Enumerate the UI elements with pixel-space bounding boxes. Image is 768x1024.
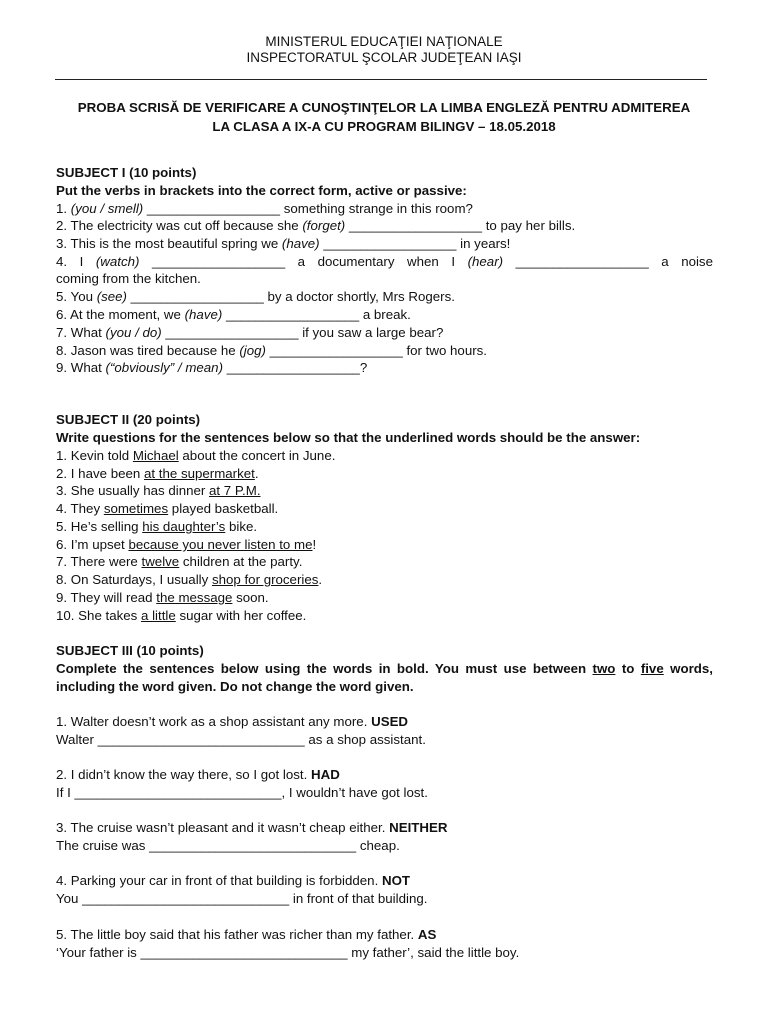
s2-item-6: 6. I’m upset because you never listen to me! [56,537,317,552]
s2-item-8: 8. On Saturdays, I usually shop for groceries. [56,572,323,587]
keyword: HAD [311,767,340,782]
exam-title-line2: LA CLASA A IX-A CU PROGRAM BILINGV – 18.05.2018 [212,119,556,134]
s2-item-4: 4. They sometimes played basketball. [56,501,279,516]
s2-item-7: 7. There were twelve children at the party. [56,554,303,569]
s2-item-9: 9. They will read the message soon. [56,590,269,605]
s3-item-2: 2. I didn’t know the way there, so I got lost. HAD [56,767,340,782]
inspectorate-name: INSPECTORATUL ŞCOLAR JUDEŢEAN IAŞI [246,50,522,65]
s2-item-10: 10. She takes a little sugar with her coffee. [56,608,307,623]
s3-item-1-answer: Walter ____________________________ as a shop assistant. [56,732,426,747]
keyword: USED [371,714,409,729]
s3-item-5-answer: ‘Your father is ____________________________ my father’, said the little boy. [56,945,520,960]
header-divider [55,79,707,80]
exam-title-line1: PROBA SCRISĂ DE VERIFICARE A CUNOŞTINŢELOR LA LIMBA ENGLEZĂ PENTRU ADMITEREA [77,100,691,115]
s2-item-2: 2. I have been at the supermarket. [56,466,259,481]
s1-item-5: 5. You (see) __________________ by a doctor shortly, Mrs Rogers. [56,289,455,304]
subject-1-instruction: Put the verbs in brackets into the correct form, active or passive: [56,183,467,198]
s1-item-6: 6. At the moment, we (have) __________________ a break. [56,307,411,322]
s3-item-1: 1. Walter doesn’t work as a shop assistant any more. USED [56,714,409,729]
s1-item-3: 3. This is the most beautiful spring we (have) __________________ in years! [56,236,511,251]
s2-item-3: 3. She usually has dinner at 7 P.M. [56,483,261,498]
s2-item-5: 5. He’s selling his daughter’s bike. [56,519,258,534]
subject-3-heading: SUBJECT III (10 points) [56,643,204,658]
s3-item-2-answer: If I ____________________________, I wouldn’t have got lost. [56,785,428,800]
subject-3-instruction-line2: including the word given. Do not change the word given. [56,679,414,694]
subject-2-instruction: Write questions for the sentences below so that the underlined words should be the answer: [56,430,641,445]
s2-item-1: 1. Kevin told Michael about the concert in June. [56,448,336,463]
s1-item-2: 2. The electricity was cut off because she (forget) __________________ to pay her bills. [56,218,576,233]
s3-item-4-answer: You ____________________________ in front of that building. [56,891,428,906]
subject-1-heading: SUBJECT I (10 points) [56,165,197,180]
s1-item-9: 9. What (“obviously” / mean) __________________? [56,360,368,375]
ministry-name: MINISTERUL EDUCAŢIEI NAŢIONALE [265,34,503,49]
keyword: NEITHER [389,820,448,835]
subject-3-instruction-line1: Complete the sentences below using the words in bold. You must use between two to five words, [56,661,713,676]
s1-item-8: 8. Jason was tired because he (jog) __________________ for two hours. [56,343,487,358]
s3-item-5: 5. The little boy said that his father was richer than my father. AS [56,927,437,942]
keyword: AS [417,927,437,942]
s3-item-4: 4. Parking your car in front of that building is forbidden. NOT [56,873,411,888]
s3-item-3: 3. The cruise wasn’t pleasant and it wasn’t cheap either. NEITHER [56,820,448,835]
s1-item-4: 4. I (watch) __________________ a documentary when I (hear) __________________ a noise [56,254,713,269]
keyword: NOT [381,873,411,888]
s1-item-1: 1. (you / smell) __________________ something strange in this room? [56,201,473,216]
s3-item-3-answer: The cruise was ____________________________ cheap. [56,838,400,853]
subject-2-heading: SUBJECT II (20 points) [56,412,201,427]
s1-item-4-continued: coming from the kitchen. [56,271,201,286]
s1-item-7: 7. What (you / do) __________________ if you saw a large bear? [56,325,444,340]
